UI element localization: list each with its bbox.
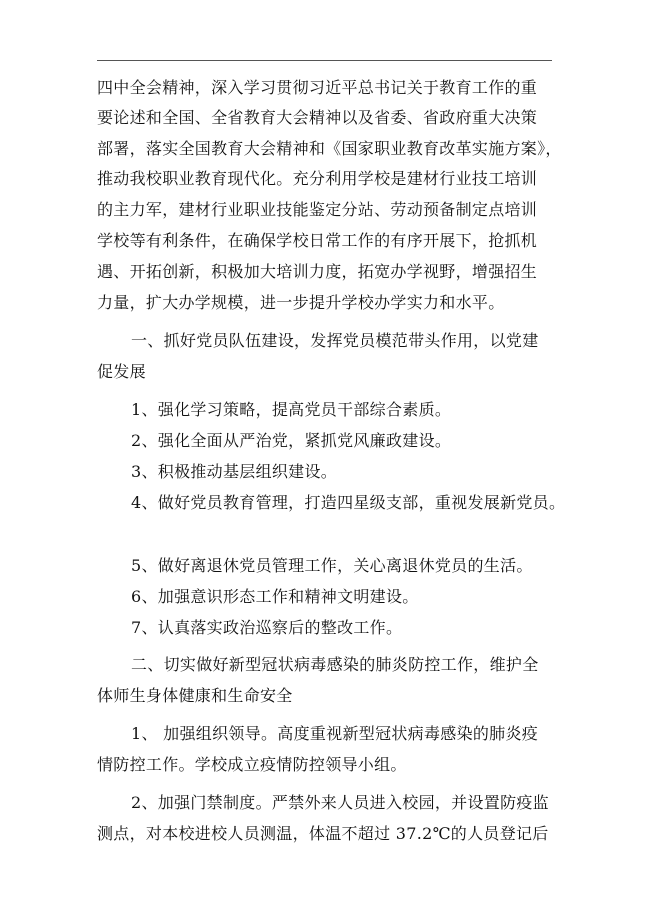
paragraph-line: 力量，扩大办学规模，进一步提升学校办学实力和水平。 xyxy=(97,293,505,312)
list-item-cont: 测点，对本校进校人员测温，体温不超过 37.2℃的人员登记后 xyxy=(97,824,549,843)
paragraph-line: 推动我校职业教育现代化。充分利用学校是建材行业技工培训 xyxy=(97,169,538,188)
list-item: 4、做好党员教育管理，打造四星级支部，重视发展新党员。 xyxy=(131,493,566,512)
list-item-cont: 情防控工作。学校成立疫情防控领导小组。 xyxy=(97,755,407,774)
section-heading-1: 一、抓好党员队伍建设，发挥党员模范带头作用，以党建 xyxy=(131,331,539,350)
list-item: 2、加强门禁制度。严禁外来人员进入校园，并设置防疫监 xyxy=(131,793,549,812)
list-item: 1、强化学习策略，提高党员干部综合素质。 xyxy=(131,400,452,419)
header-rule xyxy=(97,60,552,61)
paragraph-line: 四中全会精神，深入学习贯彻习近平总书记关于教育工作的重 xyxy=(97,78,538,97)
list-item: 6、加强意识形态工作和精神文明建设。 xyxy=(131,587,419,606)
list-item: 5、做好离退休党员管理工作，关心离退休党员的生活。 xyxy=(131,556,533,575)
paragraph-line: 的主力军，建材行业职业技能鉴定分站、劳动预备制定点培训 xyxy=(97,200,538,219)
list-item: 7、认真落实政治巡察后的整改工作。 xyxy=(131,618,403,637)
list-item: 3、积极推动基层组织建设。 xyxy=(131,462,338,481)
list-item: 2、强化全面从严治党，紧抓党风廉政建设。 xyxy=(131,431,452,450)
section-heading-1-cont: 促发展 xyxy=(97,362,146,381)
paragraph-line: 要论述和全国、全省教育大会精神以及省委、省政府重大决策 xyxy=(97,108,538,127)
paragraph-line: 学校等有利条件，在确保学校日常工作的有序开展下，抢抓机 xyxy=(97,231,538,250)
section-heading-2-cont: 体师生身体健康和生命安全 xyxy=(97,686,293,705)
paragraph-line: 遇、开拓创新，积极加大培训力度，拓宽办学视野，增强招生 xyxy=(97,262,538,281)
list-item: 1、 加强组织领导。高度重视新型冠状病毒感染的肺炎疫 xyxy=(131,724,539,743)
section-heading-2: 二、切实做好新型冠状病毒感染的肺炎防控工作，维护全 xyxy=(131,655,539,674)
paragraph-line: 部署，落实全国教育大会精神和《国家职业教育改革实施方案》， xyxy=(97,139,562,158)
